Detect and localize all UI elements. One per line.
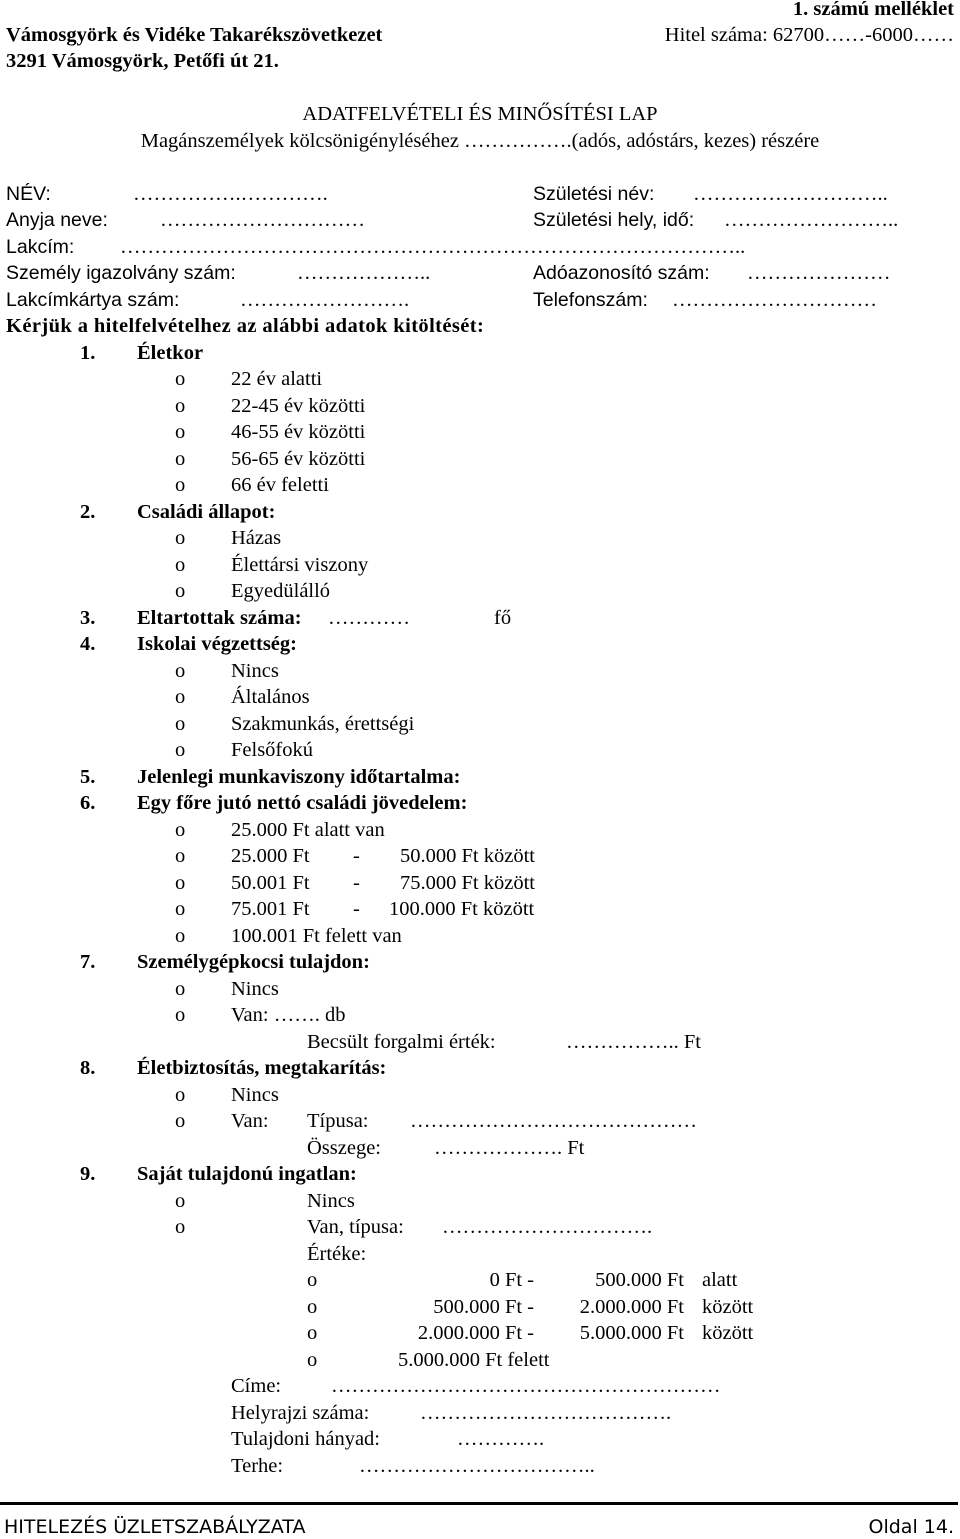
property-value-4: 5.000.000 Ft felett bbox=[398, 1349, 550, 1371]
radio-bullet[interactable]: o bbox=[175, 580, 186, 602]
income-option-4-to: 100.000 Ft között bbox=[389, 898, 535, 920]
parcel-number-field[interactable]: ………………………………. bbox=[420, 1402, 672, 1424]
section-4-title: Iskolai végzettség: bbox=[137, 633, 297, 655]
section-5-title: Jelenlegi munkaviszony időtartalma: bbox=[137, 766, 461, 788]
phone-field[interactable]: ………………………… bbox=[672, 289, 877, 311]
age-option-2: 22-45 év közötti bbox=[231, 395, 366, 417]
radio-bullet[interactable]: o bbox=[175, 554, 186, 576]
education-option-3: Szakmunkás, érettségi bbox=[231, 713, 415, 735]
radio-bullet[interactable]: o bbox=[175, 395, 186, 417]
annex-label: 1. számú melléklet bbox=[792, 0, 954, 20]
radio-bullet[interactable]: o bbox=[175, 739, 186, 761]
education-option-4: Felsőfokú bbox=[231, 739, 313, 761]
footer-left-text: HITELEZÉS ÜZLETSZABÁLYZATA bbox=[4, 1516, 306, 1538]
property-value-2-to: 2.000.000 Ft bbox=[579, 1296, 684, 1318]
marital-option-2: Élettársi viszony bbox=[231, 554, 369, 576]
section-4-number: 4. bbox=[80, 633, 96, 655]
car-value-label: Becsült forgalmi érték: bbox=[307, 1031, 496, 1053]
section-3-title: Eltartottak száma: bbox=[137, 607, 302, 629]
property-value-1-from: 0 Ft - bbox=[489, 1269, 534, 1291]
section-1-number: 1. bbox=[80, 342, 96, 364]
radio-bullet[interactable]: o bbox=[175, 819, 186, 841]
range-dash: - bbox=[353, 898, 360, 920]
insurance-amount-label: Összege: bbox=[307, 1137, 382, 1159]
income-option-5: 100.001 Ft felett van bbox=[231, 925, 402, 947]
age-option-4: 56-65 év közötti bbox=[231, 448, 366, 470]
radio-bullet[interactable]: o bbox=[307, 1269, 318, 1291]
intro-text: Kérjük a hitelfelvételhez az alábbi adatok kitöltését: bbox=[6, 315, 485, 337]
radio-bullet[interactable]: o bbox=[175, 1216, 186, 1238]
insurance-type-field[interactable]: …………………………………… bbox=[410, 1110, 697, 1132]
income-option-3-from: 50.001 Ft bbox=[231, 872, 310, 894]
insurance-amount-field[interactable]: ………………. Ft bbox=[434, 1137, 585, 1159]
section-9-title: Saját tulajdonú ingatlan: bbox=[137, 1163, 357, 1185]
mother-name-label: Anyja neve: bbox=[6, 209, 108, 231]
radio-bullet[interactable]: o bbox=[175, 686, 186, 708]
age-option-3: 46-55 év közötti bbox=[231, 421, 366, 443]
property-value-1-suffix: alatt bbox=[702, 1269, 738, 1291]
encumbrance-label: Terhe: bbox=[231, 1455, 284, 1477]
section-6-title: Egy főre jutó nettó családi jövedelem: bbox=[137, 792, 468, 814]
dependents-field[interactable]: ………… bbox=[328, 607, 416, 629]
age-option-5: 66 év feletti bbox=[231, 474, 329, 496]
section-5-number: 5. bbox=[80, 766, 96, 788]
address-card-label: Lakcímkártya szám: bbox=[6, 289, 180, 311]
name-field[interactable]: …………….…………. bbox=[133, 183, 328, 205]
property-type-field[interactable]: …………………………. bbox=[442, 1216, 653, 1238]
birth-name-field[interactable]: ……………………….. bbox=[693, 183, 888, 205]
radio-bullet[interactable]: o bbox=[175, 660, 186, 682]
radio-bullet[interactable]: o bbox=[175, 925, 186, 947]
radio-bullet[interactable]: o bbox=[175, 421, 186, 443]
loan-number: Hitel száma: 62700……-6000…… bbox=[664, 24, 954, 46]
id-card-label: Személy igazolvány szám: bbox=[6, 262, 236, 284]
org-address: 3291 Vámosgyörk, Petőfi út 21. bbox=[6, 50, 279, 72]
age-option-1: 22 év alatti bbox=[231, 368, 323, 390]
radio-bullet[interactable]: o bbox=[175, 448, 186, 470]
page-subtitle: Magánszemélyek kölcsönigényléséhez …………….(adós, adóstárs, kezes) részére bbox=[140, 130, 820, 152]
income-option-1: 25.000 Ft alatt van bbox=[231, 819, 385, 841]
range-dash: - bbox=[353, 845, 360, 867]
income-option-3-to: 75.000 Ft között bbox=[400, 872, 535, 894]
page-title: ADATFELVÉTELI ÉS MINŐSÍTÉSI LAP bbox=[302, 103, 658, 125]
section-6-number: 6. bbox=[80, 792, 96, 814]
insurance-type-label: Típusa: bbox=[307, 1110, 369, 1132]
page-number: Oldal 14. bbox=[868, 1516, 954, 1538]
org-name: Vámosgyörk és Vidéke Takarékszövetkezet bbox=[6, 24, 383, 46]
section-9-number: 9. bbox=[80, 1163, 96, 1185]
phone-label: Telefonszám: bbox=[533, 289, 648, 311]
radio-bullet[interactable]: o bbox=[307, 1349, 318, 1371]
property-value-2-suffix: között bbox=[702, 1296, 754, 1318]
insurance-option-yes: Van: bbox=[231, 1110, 269, 1132]
radio-bullet[interactable]: o bbox=[175, 527, 186, 549]
radio-bullet[interactable]: o bbox=[307, 1296, 318, 1318]
property-value-label: Értéke: bbox=[307, 1243, 367, 1265]
encumbrance-field[interactable]: …………………………….. bbox=[359, 1455, 595, 1477]
birthplace-label: Születési hely, idő: bbox=[533, 209, 695, 231]
education-option-1: Nincs bbox=[231, 660, 279, 682]
birth-name-label: Születési név: bbox=[533, 183, 655, 205]
property-value-3-from: 2.000.000 Ft - bbox=[417, 1322, 534, 1344]
radio-bullet[interactable]: o bbox=[307, 1322, 318, 1344]
tax-id-field[interactable]: ………………… bbox=[747, 262, 891, 284]
section-8-title: Életbiztosítás, megtakarítás: bbox=[137, 1057, 387, 1079]
name-label: NÉV: bbox=[6, 183, 51, 205]
section-2-number: 2. bbox=[80, 501, 96, 523]
address-field[interactable]: ……………………………………………………………………………….. bbox=[120, 236, 746, 258]
radio-bullet[interactable]: o bbox=[175, 978, 186, 1000]
section-1-title: Életkor bbox=[137, 342, 204, 364]
property-value-3-suffix: között bbox=[702, 1322, 754, 1344]
address-card-field[interactable]: ……………………. bbox=[240, 289, 410, 311]
tax-id-label: Adóazonosító szám: bbox=[533, 262, 710, 284]
radio-bullet[interactable]: o bbox=[175, 898, 186, 920]
dependents-unit: fő bbox=[494, 607, 512, 629]
income-option-4-from: 75.001 Ft bbox=[231, 898, 310, 920]
birthplace-field[interactable]: …………………….. bbox=[724, 209, 899, 231]
car-option-none: Nincs bbox=[231, 978, 279, 1000]
car-value-field[interactable]: …………….. Ft bbox=[566, 1031, 701, 1053]
radio-bullet[interactable]: o bbox=[175, 1190, 186, 1212]
address-label: Lakcím: bbox=[6, 236, 75, 258]
section-8-number: 8. bbox=[80, 1057, 96, 1079]
radio-bullet[interactable]: o bbox=[175, 368, 186, 390]
range-dash: - bbox=[353, 872, 360, 894]
parcel-number-label: Helyrajzi száma: bbox=[231, 1402, 370, 1424]
property-address-field[interactable]: ………………………………………………… bbox=[331, 1375, 721, 1397]
property-value-3-to: 5.000.000 Ft bbox=[579, 1322, 684, 1344]
marital-option-1: Házas bbox=[231, 527, 282, 549]
radio-bullet[interactable]: o bbox=[175, 1110, 186, 1132]
section-2-title: Családi állapot: bbox=[137, 501, 276, 523]
income-option-2-to: 50.000 Ft között bbox=[400, 845, 535, 867]
education-option-2: Általános bbox=[231, 686, 310, 708]
property-option-none: Nincs bbox=[307, 1190, 355, 1212]
mother-name-field[interactable]: ………………………… bbox=[160, 209, 365, 231]
ownership-share-field[interactable]: …………. bbox=[457, 1428, 545, 1450]
section-3-number: 3. bbox=[80, 607, 96, 629]
property-type-label: Van, típusa: bbox=[307, 1216, 404, 1238]
radio-bullet[interactable]: o bbox=[175, 1004, 186, 1026]
insurance-option-none: Nincs bbox=[231, 1084, 279, 1106]
car-option-count[interactable]: Van: ……. db bbox=[231, 1004, 346, 1026]
property-value-1-to: 500.000 Ft bbox=[595, 1269, 684, 1291]
section-7-number: 7. bbox=[80, 951, 96, 973]
marital-option-3: Egyedülálló bbox=[231, 580, 331, 602]
radio-bullet[interactable]: o bbox=[175, 845, 186, 867]
id-card-field[interactable]: ……………….. bbox=[297, 262, 431, 284]
ownership-share-label: Tulajdoni hányad: bbox=[231, 1428, 381, 1450]
footer-rule bbox=[0, 1502, 958, 1505]
property-address-label: Címe: bbox=[231, 1375, 282, 1397]
section-7-title: Személygépkocsi tulajdon: bbox=[137, 951, 370, 973]
radio-bullet[interactable]: o bbox=[175, 872, 186, 894]
radio-bullet[interactable]: o bbox=[175, 474, 186, 496]
radio-bullet[interactable]: o bbox=[175, 713, 186, 735]
property-value-2-from: 500.000 Ft - bbox=[433, 1296, 534, 1318]
income-option-2-from: 25.000 Ft bbox=[231, 845, 310, 867]
radio-bullet[interactable]: o bbox=[175, 1084, 186, 1106]
